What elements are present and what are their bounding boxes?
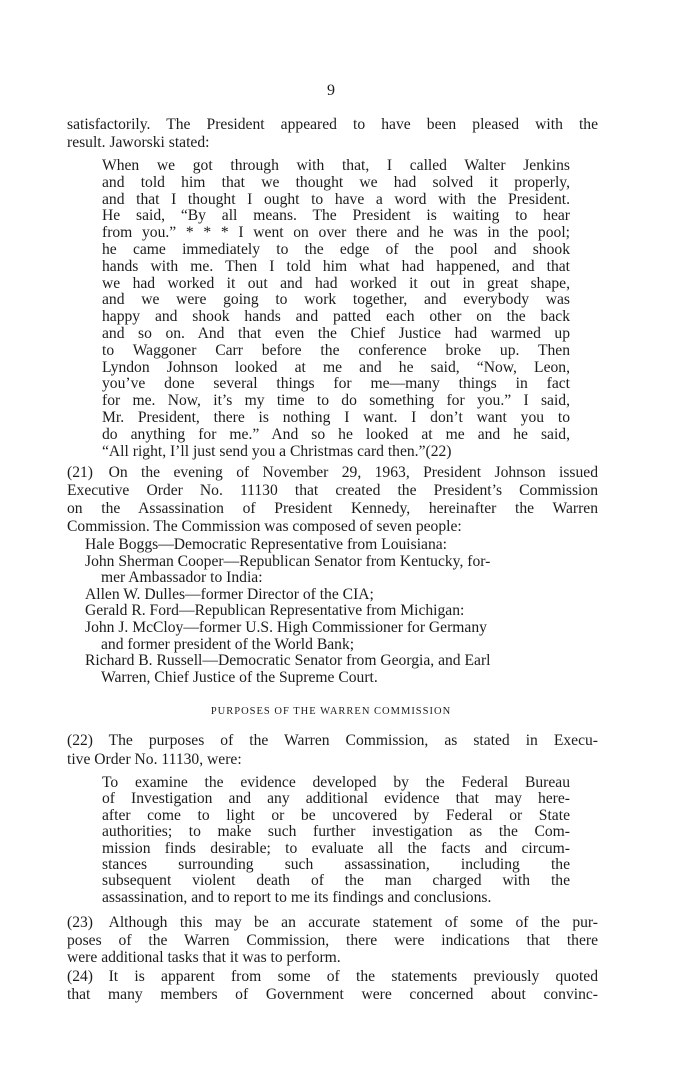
text-line: stances surrounding such assassination, including the xyxy=(102,856,570,874)
paragraph-21 xyxy=(67,464,598,536)
text-line: happy and shook hands and patted each other on the back xyxy=(102,308,570,326)
text-line: for me. Now, it’s my time to do something for you.” I said, xyxy=(102,392,570,410)
section-heading: PURPOSES OF THE WARREN COMMISSION xyxy=(210,706,452,717)
text-line: poses of the Warren Commission, there were indications that there xyxy=(67,931,598,949)
commission-members-list xyxy=(85,537,598,686)
text-line: Allen W. Dulles—former Director of the CIA; xyxy=(85,585,374,603)
text-line: assassination, and to report to me its findings and conclusions. xyxy=(102,888,492,906)
block-quote-jaworski xyxy=(102,158,570,460)
text-line: mission finds desirable; to evaluate all the facts and circum- xyxy=(102,839,570,857)
text-line: (24) It is apparent from some of the statements previously quoted xyxy=(67,968,598,985)
text-line: of Investigation and any additional evidence that may here- xyxy=(102,790,570,808)
text-line: Warren, Chief Justice of the Supreme Court. xyxy=(101,668,378,686)
paragraph-23 xyxy=(67,914,598,967)
text-line: we had worked it out and had worked it out in great shape, xyxy=(102,274,570,292)
text-line: When we got through with that, I called Walter Jenkins xyxy=(102,157,570,174)
text-line: and that I thought I ought to have a word with the President. xyxy=(102,190,570,208)
text-line: Executive Order No. 11130 that created the President’s Commission xyxy=(67,482,598,499)
text-line: (23) Although this may be an accurate statement of some of the pur- xyxy=(67,914,598,931)
text-line: to Waggoner Carr before the conference broke up. Then xyxy=(102,341,570,359)
text-line: John Sherman Cooper—Republican Senator from Kentucky, for- xyxy=(85,552,491,570)
text-line: and former president of the World Bank; xyxy=(101,635,355,653)
text-line: authorities; to make such further investigation as the Com- xyxy=(102,823,570,841)
paragraph-intro xyxy=(67,116,598,152)
text-line: To examine the evidence developed by the Federal Bureau xyxy=(102,774,570,791)
text-line: and told him that we thought we had solved it properly, xyxy=(102,173,570,191)
text-line: mer Ambassador to India: xyxy=(101,569,263,587)
text-line: “All right, I’ll just send you a Christmas card then.”(22) xyxy=(102,442,452,460)
text-line: he came immediately to the edge of the pool and shook xyxy=(102,240,570,258)
text-line: John J. McCloy—former U.S. High Commissioner for Germany xyxy=(85,618,487,636)
text-line: and we were going to work together, and everybody was xyxy=(102,291,570,309)
text-line: that many members of Government were concerned about convinc- xyxy=(67,985,598,1003)
text-line: Mr. President, there is nothing I want. I don’t want you to xyxy=(102,408,570,426)
text-line: satisfactorily. The President appeared to have been pleased with the xyxy=(67,116,598,133)
text-line: subsequent violent death of the man charged with the xyxy=(102,872,570,890)
paragraph-24 xyxy=(67,968,598,1004)
text-line: Gerald R. Ford—Republican Representative from Michigan: xyxy=(85,602,465,620)
text-line: hands with me. Then I told him what had happened, and that xyxy=(102,257,570,275)
text-line: He said, “By all means. The President is waiting to hear xyxy=(102,207,570,225)
block-quote-executive-order xyxy=(102,775,570,906)
text-line: on the Assassination of President Kennedy, hereinafter the Warren xyxy=(67,500,598,517)
text-line: and so on. And that even the Chief Justice had warmed up xyxy=(102,324,570,342)
text-line: you’ve done several things for me—many things in fact xyxy=(102,375,570,393)
paragraph-22 xyxy=(67,732,598,769)
text-line: (22) The purposes of the Warren Commission, as stated in Execu- xyxy=(67,732,598,749)
text-line: (21) On the evening of November 29, 1963, President Johnson issued xyxy=(67,464,598,481)
text-line: result. Jaworski stated: xyxy=(67,134,210,151)
text-line: Richard B. Russell—Democratic Senator from Georgia, and Earl xyxy=(85,652,491,670)
text-line: Commission. The Commission was composed of seven people: xyxy=(67,518,462,535)
text-line: tive Order No. 11130, were: xyxy=(67,750,242,768)
text-line: from you.” * * * I went on over there and he was in the pool; xyxy=(102,224,570,242)
text-line: Hale Boggs—Democratic Representative from Louisiana: xyxy=(85,536,448,553)
text-line: Lyndon Johnson looked at me and he said, “Now, Leon, xyxy=(102,358,570,376)
text-line: after come to light or be uncovered by Federal or State xyxy=(102,806,570,824)
text-line: do anything for me.” And so he looked at me and he said, xyxy=(102,425,570,443)
page-number: 9 xyxy=(327,82,335,99)
text-line: were additional tasks that it was to perform. xyxy=(67,949,341,966)
